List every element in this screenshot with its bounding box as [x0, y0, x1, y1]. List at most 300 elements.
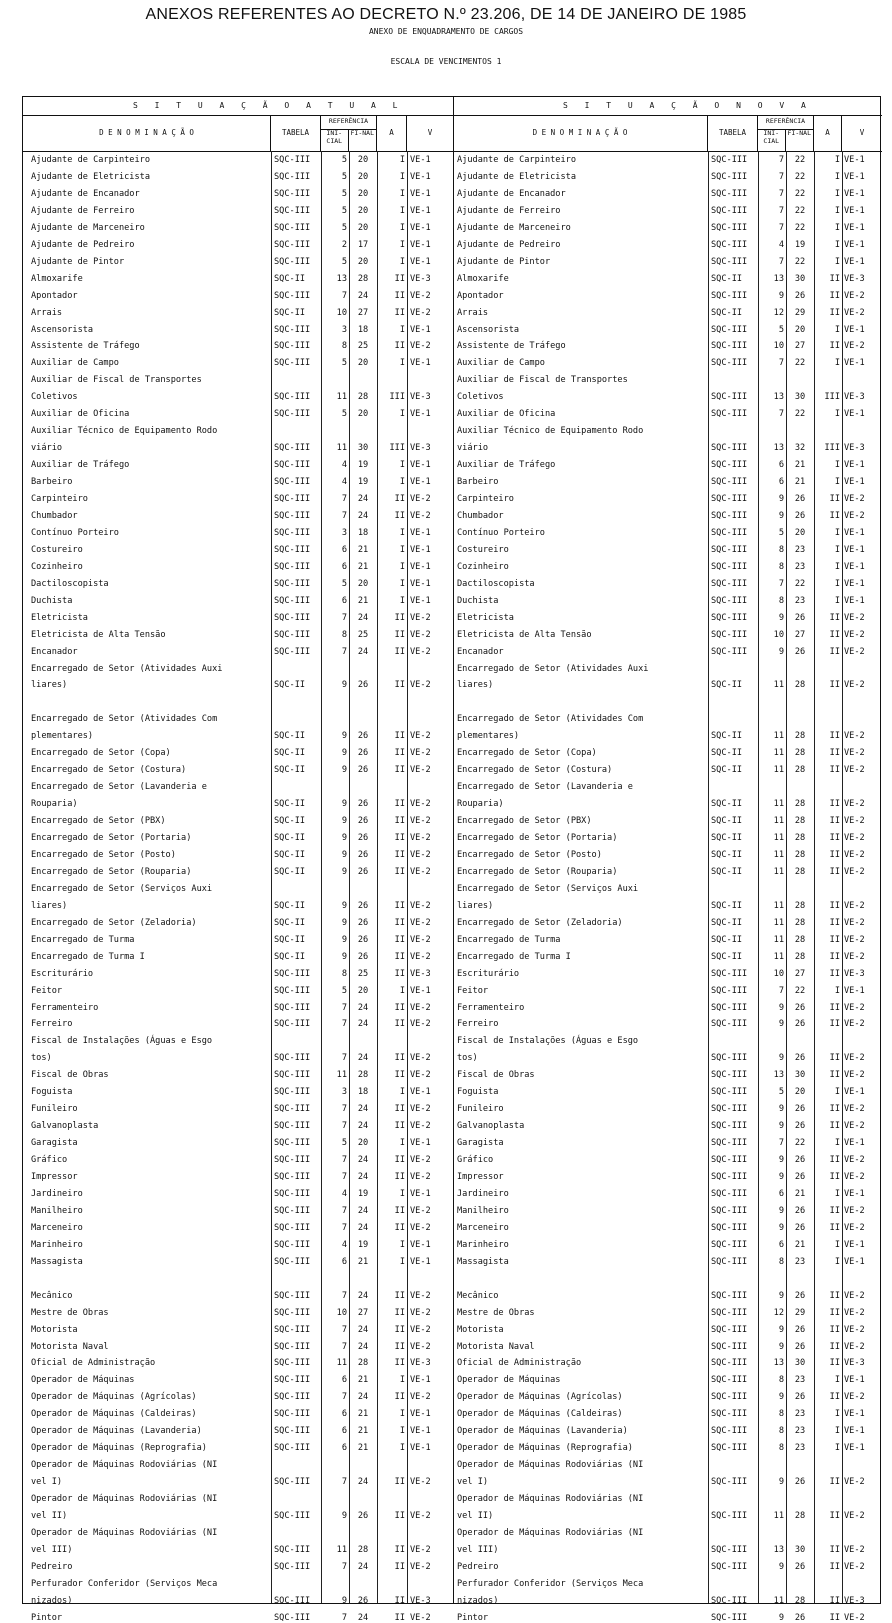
row-a-new: I [834, 222, 840, 233]
row-denominacao: Cozinheiro [31, 561, 83, 572]
row-final: 20 [357, 222, 369, 233]
row-inicial-new: 11 [773, 849, 784, 860]
row-denominacao: Motorista [31, 1324, 78, 1335]
row-tabela-new: SQC-II [711, 833, 743, 843]
row-a: II [394, 1019, 405, 1030]
row-final: 26 [357, 934, 369, 945]
row-tabela-new: SQC-III [711, 239, 748, 250]
row-v-new: VE-2 [844, 1053, 865, 1064]
row-final: 21 [357, 595, 369, 606]
row-final: 24 [357, 1205, 369, 1216]
row-denominacao-new: Auxiliar de Campo [457, 358, 545, 369]
row-final-new: 28 [794, 934, 806, 945]
row-v: VE-1 [410, 595, 431, 606]
row-tabela-new: SQC-III [711, 443, 748, 454]
row-denominacao-new: Apontador [457, 290, 504, 301]
row-a-new: I [834, 1426, 840, 1437]
row-v: VE-1 [410, 561, 431, 572]
row-a: I [399, 527, 405, 538]
row-v-new: VE-2 [844, 833, 865, 843]
row-denominacao-new: Contínuo Porteiro [457, 527, 545, 538]
row-a-new: I [834, 1188, 840, 1199]
row-final: 26 [357, 680, 369, 691]
row-tabela-new: SQC-III [711, 205, 748, 216]
row-denominacao: Dactiloscopista [31, 578, 109, 589]
row-tabela-new: SQC-III [711, 1307, 748, 1318]
row-tabela-new: SQC-II [711, 900, 743, 911]
row-v-new: VE-2 [844, 646, 865, 657]
row-denominacao-new: Auxiliar de Oficina [457, 409, 556, 420]
row-final-new: 30 [794, 1544, 806, 1555]
row-inicial-new: 11 [773, 680, 784, 691]
row-v: VE-1 [410, 1256, 431, 1267]
row-tabela-new: SQC-III [711, 1511, 748, 1521]
row-inicial: 3 [341, 324, 347, 335]
row-v-new: VE-2 [844, 934, 865, 945]
row-tabela-new: SQC-III [711, 155, 748, 165]
current-situation-title: S I T U A Ç Ã O A T U A L [23, 97, 453, 116]
row-a-new: II [829, 849, 840, 860]
row-inicial: 11 [336, 1358, 347, 1369]
row-tabela-new: SQC-III [711, 1019, 748, 1030]
row-inicial-new: 7 [778, 188, 784, 199]
row-tabela: SQC-III [274, 341, 311, 352]
row-a: I [399, 595, 405, 606]
row-tabela-new: SQC-III [711, 392, 748, 403]
row-inicial: 6 [341, 1443, 347, 1454]
row-v-new: VE-2 [844, 1511, 865, 1521]
row-tabela: SQC-III [274, 1561, 311, 1572]
row-tabela: SQC-II [274, 951, 306, 962]
row-a-new: II [829, 1511, 840, 1521]
row-a: I [399, 477, 405, 488]
row-a-new: II [829, 1544, 840, 1555]
row-final: 24 [357, 1392, 369, 1403]
row-final: 26 [357, 799, 369, 810]
row-inicial: 9 [341, 849, 347, 860]
row-inicial-new: 8 [778, 1409, 784, 1420]
row-a: II [394, 1205, 405, 1216]
row-inicial: 7 [341, 494, 347, 504]
row-a-new: II [829, 494, 840, 504]
row-final: 20 [357, 188, 369, 199]
row-denominacao-new: Ajudante de Pintor [457, 256, 551, 267]
row-final-new: 27 [794, 341, 806, 352]
row-final-new: 28 [794, 951, 806, 962]
row-final: 28 [357, 273, 369, 284]
row-a-new: II [829, 1222, 840, 1233]
row-denominacao-new: Encarregado de Setor (Lavanderia e [457, 782, 633, 793]
row-final-new: 22 [794, 188, 806, 199]
row-tabela: SQC-II [274, 765, 306, 776]
row-inicial: 11 [336, 443, 347, 454]
row-final: 24 [357, 1324, 369, 1335]
row-final-new: 21 [794, 460, 806, 471]
row-v: VE-1 [410, 409, 431, 420]
row-a: II [394, 290, 405, 301]
row-v: VE-2 [410, 1222, 431, 1233]
row-tabela-new: SQC-III [711, 1612, 748, 1623]
row-inicial: 8 [341, 341, 347, 352]
row-a: I [399, 1256, 405, 1267]
row-v-new: VE-2 [844, 1290, 865, 1301]
row-inicial-new: 13 [773, 1070, 784, 1081]
row-tabela-new: SQC-III [711, 1205, 748, 1216]
row-final-new: 22 [794, 985, 806, 996]
row-inicial-new: 11 [773, 748, 784, 759]
row-final: 27 [357, 1307, 369, 1318]
row-v-new: VE-2 [844, 1121, 865, 1132]
row-denominacao-new: Encarregado de Setor (Costura) [457, 765, 613, 776]
row-v-new: VE-1 [844, 256, 865, 267]
row-v: VE-2 [410, 799, 431, 810]
row-final: 20 [357, 985, 369, 996]
row-inicial: 5 [341, 578, 347, 589]
row-final-new: 26 [794, 1155, 806, 1166]
row-denominacao-new: Encarregado de Setor (Posto) [457, 849, 602, 860]
row-denominacao-new: Massagista [457, 1256, 509, 1267]
row-tabela: SQC-III [274, 1087, 311, 1098]
row-tabela: SQC-III [274, 1443, 311, 1454]
row-denominacao-new: Auxiliar Técnico de Equipamento Rodo [457, 426, 644, 437]
row-a-new: I [834, 544, 840, 555]
row-a-new: I [834, 1443, 840, 1454]
row-tabela-new: SQC-III [711, 1155, 748, 1166]
row-a-new: II [829, 680, 840, 691]
row-final-new: 22 [794, 205, 806, 216]
row-denominacao: Foguista [31, 1087, 73, 1098]
row-a: II [394, 917, 405, 928]
row-a: II [394, 307, 405, 318]
row-a: I [399, 239, 405, 250]
row-tabela-new: SQC-II [711, 951, 743, 962]
row-inicial-new: 9 [778, 1392, 784, 1403]
row-v: VE-2 [410, 1341, 431, 1352]
row-v: VE-2 [410, 1172, 431, 1182]
row-tabela-new: SQC-III [711, 1002, 748, 1013]
row-inicial: 7 [341, 612, 347, 623]
row-v-new: VE-2 [844, 1612, 865, 1623]
row-v-new: VE-2 [844, 307, 865, 318]
row-inicial-new: 7 [778, 205, 784, 216]
row-v: VE-2 [410, 833, 431, 843]
row-a: II [394, 680, 405, 691]
row-tabela-new: SQC-III [711, 1358, 748, 1369]
row-v-new: VE-2 [844, 1392, 865, 1403]
row-inicial-new: 11 [773, 765, 784, 776]
row-tabela: SQC-II [274, 307, 306, 318]
row-final-new: 22 [794, 1138, 806, 1149]
row-v-new: VE-1 [844, 239, 865, 250]
row-denominacao: Perfurador Conferidor (Serviços Meca [31, 1578, 218, 1589]
row-tabela: SQC-III [274, 205, 311, 216]
col-tabela-new: TABELA [708, 115, 758, 151]
row-a-new: II [829, 731, 840, 742]
row-a-new: II [829, 290, 840, 301]
col-tabela: TABELA [271, 115, 321, 151]
row-inicial-new: 13 [773, 273, 784, 284]
row-v-new: VE-2 [844, 1155, 865, 1166]
row-inicial-new: 13 [773, 1358, 784, 1369]
row-denominacao: Ferreiro [31, 1019, 73, 1030]
row-inicial: 9 [341, 934, 347, 945]
col-final: FI-NAL [350, 129, 374, 137]
row-tabela: SQC-III [274, 1205, 311, 1216]
row-v: VE-2 [410, 1307, 431, 1318]
document-title: ANEXOS REFERENTES AO DECRETO N.º 23.206, DE 14 DE JANEIRO DE 1985 [145, 6, 747, 23]
row-final: 21 [357, 1409, 369, 1420]
row-denominacao-new: Arrais [457, 307, 489, 318]
row-a-new: I [834, 239, 840, 250]
row-tabela: SQC-III [274, 1595, 311, 1606]
row-tabela: SQC-III [274, 544, 311, 555]
row-tabela: SQC-III [274, 1002, 311, 1013]
row-inicial-new: 9 [778, 1205, 784, 1216]
row-final-new: 28 [794, 866, 806, 877]
row-denominacao: Encarregado de Setor (Rouparia) [31, 866, 192, 877]
row-denominacao-new: Duchista [457, 595, 499, 606]
row-a: II [394, 1290, 405, 1301]
row-final-new: 26 [794, 1561, 806, 1572]
row-denominacao: Ascensorista [31, 324, 94, 335]
row-inicial-new: 7 [778, 985, 784, 996]
row-denominacao: liares) [31, 900, 68, 911]
row-final: 21 [357, 1443, 369, 1454]
row-final: 20 [357, 205, 369, 216]
row-tabela-new: SQC-II [711, 748, 743, 759]
row-denominacao: Auxiliar de Campo [31, 358, 119, 369]
row-v: VE-2 [410, 1121, 431, 1132]
row-inicial: 6 [341, 1426, 347, 1437]
row-a: II [394, 968, 405, 979]
row-v-new: VE-1 [844, 409, 865, 420]
row-final-new: 21 [794, 1188, 806, 1199]
row-final-new: 27 [794, 968, 806, 979]
row-tabela-new: SQC-III [711, 1477, 748, 1488]
row-a-new: I [834, 256, 840, 267]
row-tabela: SQC-III [274, 578, 311, 589]
row-inicial-new: 11 [773, 917, 784, 928]
row-v-new: VE-1 [844, 460, 865, 471]
row-denominacao: Operador de Máquinas (Agrícolas) [31, 1392, 197, 1403]
row-denominacao-new: Operador de Máquinas (Lavanderia) [457, 1426, 628, 1437]
row-inicial: 6 [341, 561, 347, 572]
row-a: I [399, 1443, 405, 1454]
row-tabela: SQC-II [274, 833, 306, 843]
row-a-new: III [824, 392, 840, 403]
row-v: VE-2 [410, 917, 431, 928]
row-denominacao: Ajudante de Carpinteiro [31, 155, 150, 165]
row-tabela: SQC-III [274, 1426, 311, 1437]
row-inicial-new: 11 [773, 1595, 784, 1606]
row-denominacao: Massagista [31, 1256, 83, 1267]
row-a-new: I [834, 1138, 840, 1149]
row-v-new: VE-3 [844, 1358, 865, 1369]
row-denominacao-new: Galvanoplasta [457, 1121, 525, 1132]
col-referencia: REFERÊNCIA INI-CIAL FI-NAL [321, 115, 377, 151]
row-inicial: 9 [341, 866, 347, 877]
row-v: VE-1 [410, 1087, 431, 1098]
row-v: VE-2 [410, 1053, 431, 1064]
row-a-new: I [834, 205, 840, 216]
row-v-new: VE-2 [844, 731, 865, 742]
row-v-new: VE-3 [844, 273, 865, 284]
row-v-new: VE-1 [844, 324, 865, 335]
row-inicial-new: 8 [778, 595, 784, 606]
row-denominacao: Auxiliar de Oficina [31, 409, 130, 420]
row-tabela-new: SQC-III [711, 188, 748, 199]
row-inicial: 9 [341, 1595, 347, 1606]
row-a-new: I [834, 1239, 840, 1250]
row-final: 27 [357, 307, 369, 318]
row-a: II [394, 1155, 405, 1166]
row-tabela: SQC-III [274, 443, 311, 454]
row-denominacao-new: Funileiro [457, 1104, 504, 1115]
row-inicial: 7 [341, 1205, 347, 1216]
row-tabela: SQC-III [274, 1172, 311, 1182]
row-denominacao-new: Carpinteiro [457, 494, 514, 504]
row-denominacao: Ajudante de Eletricista [31, 171, 150, 182]
row-final-new: 22 [794, 222, 806, 233]
row-a-new: I [834, 358, 840, 369]
row-inicial-new: 9 [778, 1290, 784, 1301]
row-inicial: 13 [336, 273, 347, 284]
row-v: VE-1 [410, 1409, 431, 1420]
row-v-new: VE-2 [844, 799, 865, 810]
row-tabela-new: SQC-III [711, 494, 748, 504]
row-a: II [394, 1002, 405, 1013]
row-denominacao: vel II) [31, 1511, 68, 1521]
row-v-new: VE-2 [844, 1104, 865, 1115]
row-final-new: 26 [794, 510, 806, 521]
row-denominacao-new: Oficial de Administração [457, 1358, 582, 1369]
row-denominacao: Operador de Máquinas Rodoviárias (NI [31, 1494, 218, 1505]
row-v-new: VE-2 [844, 1561, 865, 1572]
row-a-new: I [834, 1409, 840, 1420]
row-v: VE-1 [410, 239, 431, 250]
row-denominacao: Arrais [31, 307, 63, 318]
row-v-new: VE-2 [844, 341, 865, 352]
row-v-new: VE-2 [844, 629, 865, 640]
row-a: II [394, 612, 405, 623]
row-tabela: SQC-II [274, 866, 306, 877]
row-inicial-new: 8 [778, 1443, 784, 1454]
row-inicial-new: 9 [778, 1172, 784, 1182]
row-denominacao-new: Foguista [457, 1087, 499, 1098]
row-v: VE-1 [410, 205, 431, 216]
row-final: 20 [357, 358, 369, 369]
row-final-new: 26 [794, 1392, 806, 1403]
row-tabela: SQC-III [274, 324, 311, 335]
row-final: 24 [357, 1290, 369, 1301]
row-denominacao-new: Costureiro [457, 544, 509, 555]
row-a: I [399, 324, 405, 335]
row-a-new: II [829, 341, 840, 352]
row-inicial: 10 [336, 1307, 347, 1318]
row-tabela: SQC-III [274, 1307, 311, 1318]
row-tabela: SQC-III [274, 1392, 311, 1403]
row-a: II [394, 1222, 405, 1233]
row-denominacao-new: Operador de Máquinas (Reprografia) [457, 1443, 633, 1454]
row-v-new: VE-1 [844, 1409, 865, 1420]
row-a: II [394, 1358, 405, 1369]
row-inicial: 11 [336, 1544, 347, 1555]
row-final-new: 20 [794, 527, 806, 538]
row-inicial-new: 11 [773, 1511, 784, 1521]
row-inicial-new: 7 [778, 1138, 784, 1149]
row-a: II [394, 1477, 405, 1488]
row-final: 24 [357, 1002, 369, 1013]
row-a-new: II [829, 934, 840, 945]
row-final: 24 [357, 1121, 369, 1132]
row-inicial-new: 11 [773, 900, 784, 911]
row-final-new: 26 [794, 1053, 806, 1064]
row-v-new: VE-2 [844, 680, 865, 691]
row-inicial: 5 [341, 985, 347, 996]
row-inicial-new: 7 [778, 155, 784, 165]
row-inicial: 7 [341, 1222, 347, 1233]
row-final-new: 28 [794, 833, 806, 843]
row-inicial-new: 9 [778, 494, 784, 504]
row-v-new: VE-2 [844, 1324, 865, 1335]
row-tabela: SQC-III [274, 1188, 311, 1199]
row-tabela: SQC-III [274, 1239, 311, 1250]
row-v-new: VE-1 [844, 155, 865, 165]
row-a-new: II [829, 307, 840, 318]
row-tabela-new: SQC-III [711, 460, 748, 471]
row-inicial-new: 9 [778, 1104, 784, 1115]
col-denominacao: D E N O M I N A Ç Ã O [23, 115, 271, 151]
row-denominacao-new: Encarregado de Setor (Portaria) [457, 833, 618, 843]
row-final-new: 23 [794, 1256, 806, 1267]
row-inicial-new: 4 [778, 239, 784, 250]
row-v: VE-2 [410, 816, 431, 827]
row-a-new: II [829, 799, 840, 810]
row-final-new: 28 [794, 680, 806, 691]
row-final-new: 22 [794, 171, 806, 182]
row-denominacao: Mestre de Obras [31, 1307, 109, 1318]
row-denominacao: Apontador [31, 290, 78, 301]
row-inicial-new: 9 [778, 1561, 784, 1572]
row-denominacao: Marceneiro [31, 1222, 83, 1233]
row-v: VE-3 [410, 1358, 431, 1369]
row-a: II [394, 866, 405, 877]
row-v: VE-1 [410, 188, 431, 199]
row-v: VE-2 [410, 1002, 431, 1013]
row-a: I [399, 1188, 405, 1199]
row-denominacao-new: Ajudante de Marceneiro [457, 222, 571, 233]
row-tabela-new: SQC-III [711, 1426, 748, 1437]
row-a: II [394, 1341, 405, 1352]
row-tabela: SQC-II [274, 900, 306, 911]
col-a: A [377, 115, 407, 151]
row-denominacao-new: Encarregado de Turma I [457, 951, 571, 962]
row-tabela: SQC-III [274, 155, 311, 165]
row-tabela-new: SQC-III [711, 256, 748, 267]
row-tabela-new: SQC-III [711, 1256, 748, 1267]
row-final: 26 [357, 833, 369, 843]
row-denominacao: viário [31, 443, 63, 454]
row-inicial-new: 8 [778, 544, 784, 555]
row-inicial: 8 [341, 629, 347, 640]
row-final-new: 26 [794, 1121, 806, 1132]
row-inicial-new: 9 [778, 1121, 784, 1132]
row-a-new: II [829, 1477, 840, 1488]
row-final: 21 [357, 1426, 369, 1437]
row-denominacao-new: Operador de Máquinas [457, 1375, 561, 1386]
row-final: 25 [357, 341, 369, 352]
row-denominacao: plementares) [31, 731, 94, 742]
